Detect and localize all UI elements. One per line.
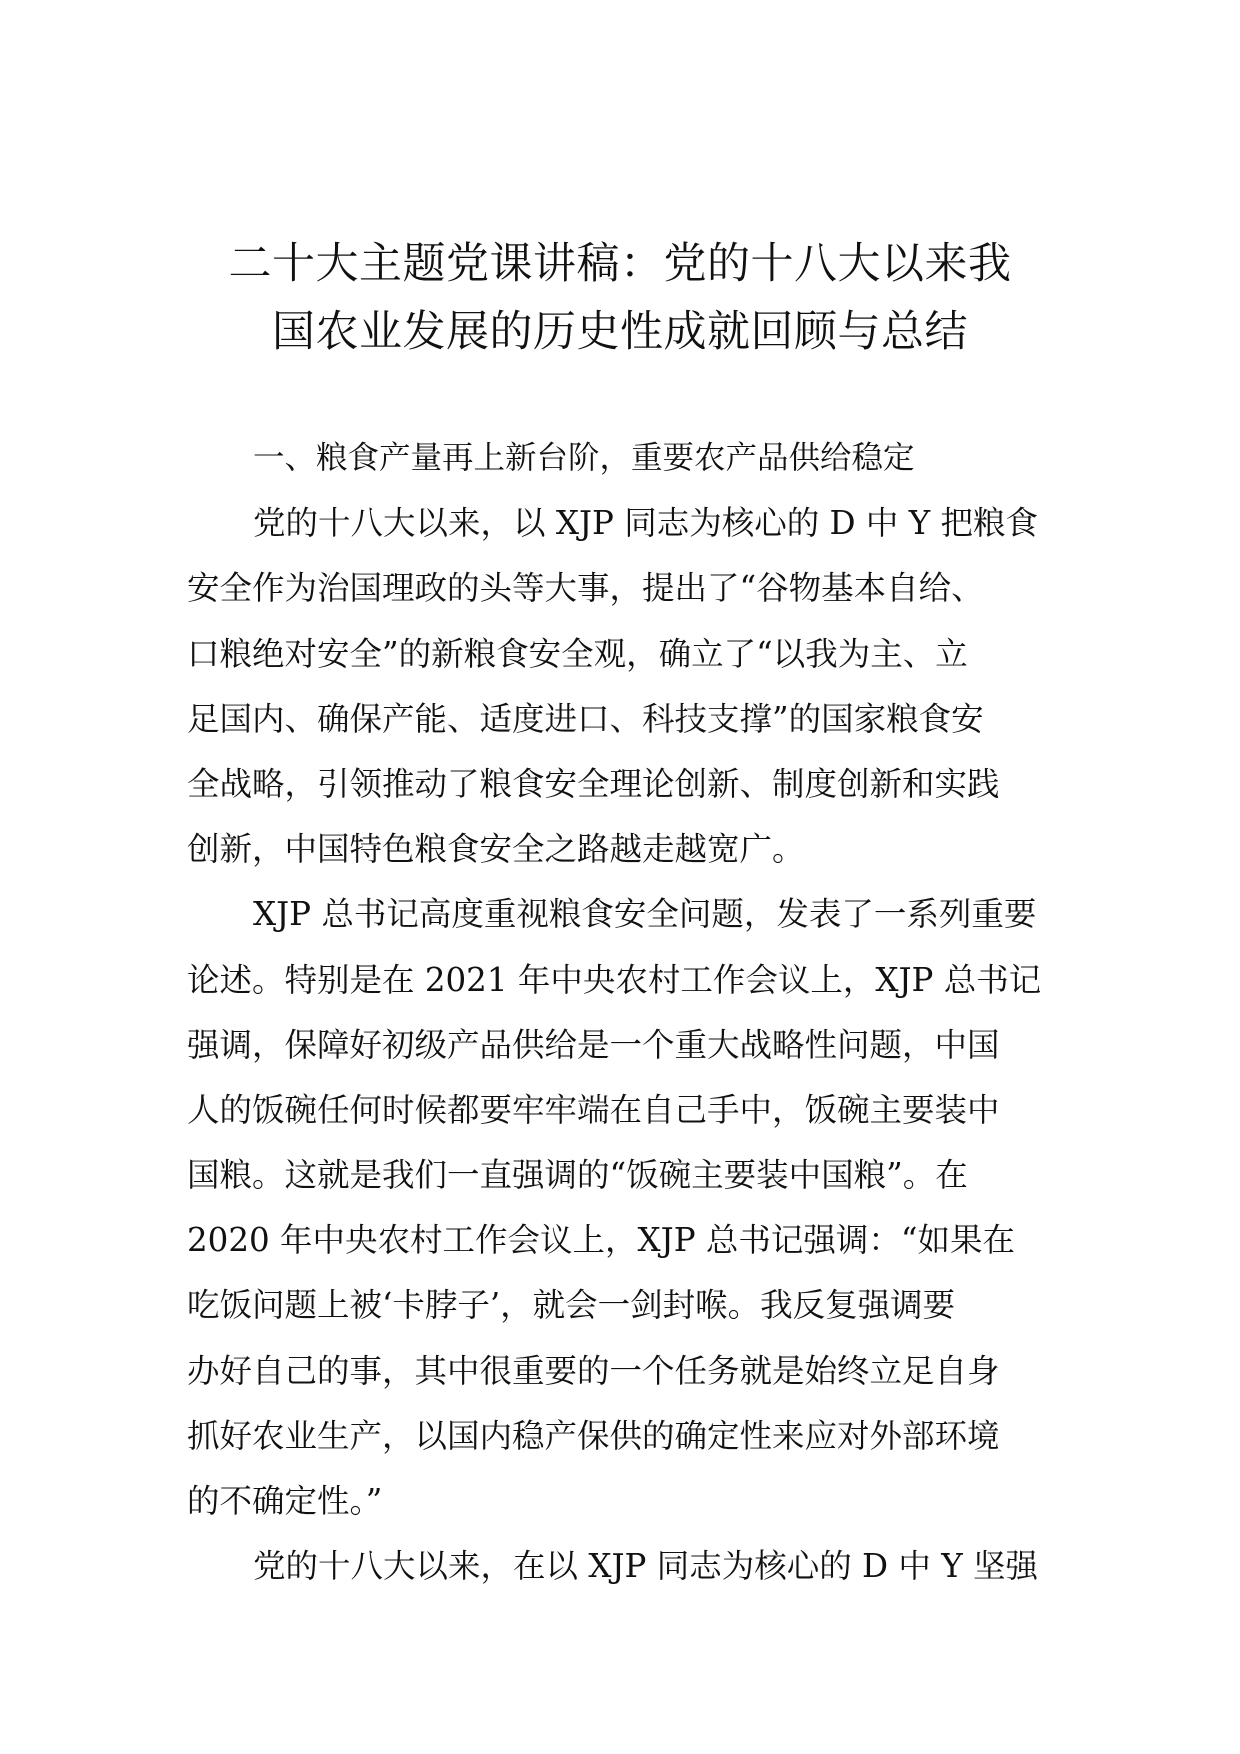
paragraph-line: 人的饭碗任何时候都要牢牢端在自己手中，饭碗主要装中 [187, 1090, 1000, 1129]
paragraph-line: 创新，中国特色粮食安全之路越走越宽广。 [187, 830, 805, 869]
paragraph-3 [187, 1534, 1052, 1599]
title-line: 二十大主题党课讲稿：党的十八大以来我 [228, 239, 1012, 289]
paragraph-line: 吃饭问题上被‘卡脖子’，就会一剑封喉。我反复强调要 [187, 1286, 956, 1325]
paragraph-line: 强调，保障好初级产品供给是一个重大战略性问题，中国 [187, 1025, 1000, 1064]
document-body [187, 426, 1052, 1599]
paragraph-line: 的不确定性。” [187, 1482, 383, 1520]
section-heading: 一、粮食产量再上新台阶，重要农产品供给稳定 [253, 440, 915, 476]
paragraph-line: 党的十八大以来，以 XJP 同志为核心的 D 中 Y 把粮食 [253, 504, 1039, 543]
title-line: 国农业发展的历史性成就回顾与总结 [272, 307, 968, 357]
paragraph-line: XJP 总书记高度重视粮食安全问题，发表了一系列重要 [253, 895, 1037, 934]
paragraph-line: 口粮绝对安全”的新粮食安全观，确立了“以我为主、立 [187, 634, 968, 673]
document-title [150, 230, 1090, 366]
paragraph-line: 安全作为治国理政的头等大事，提出了“谷物基本自给、 [187, 569, 984, 608]
paragraph-line: 足国内、确保产能、适度进口、科技支撑”的国家粮食安 [187, 699, 984, 738]
paragraph-line: 2020 年中央农村工作会议上，XJP 总书记强调：“如果在 [187, 1221, 1016, 1260]
paragraph-line: 全战略，引领推动了粮食安全理论创新、制度创新和实践 [187, 764, 1000, 803]
paragraph-1 [187, 491, 1052, 882]
paragraph-line: 党的十八大以来，在以 XJP 同志为核心的 D 中 Y 坚强 [253, 1547, 1039, 1586]
paragraph-line: 论述。特别是在 2021 年中央农村工作会议上，XJP 总书记 [187, 960, 1042, 999]
paragraph-line: 办好自己的事，其中很重要的一个任务就是始终立足自身 [187, 1351, 1000, 1390]
paragraph-line: 国粮。这就是我们一直强调的“饭碗主要装中国粮”。在 [187, 1156, 968, 1195]
paragraph-line: 抓好农业生产，以国内稳产保供的确定性来应对外部环境 [187, 1416, 1000, 1455]
paragraph-2 [187, 882, 1052, 1534]
